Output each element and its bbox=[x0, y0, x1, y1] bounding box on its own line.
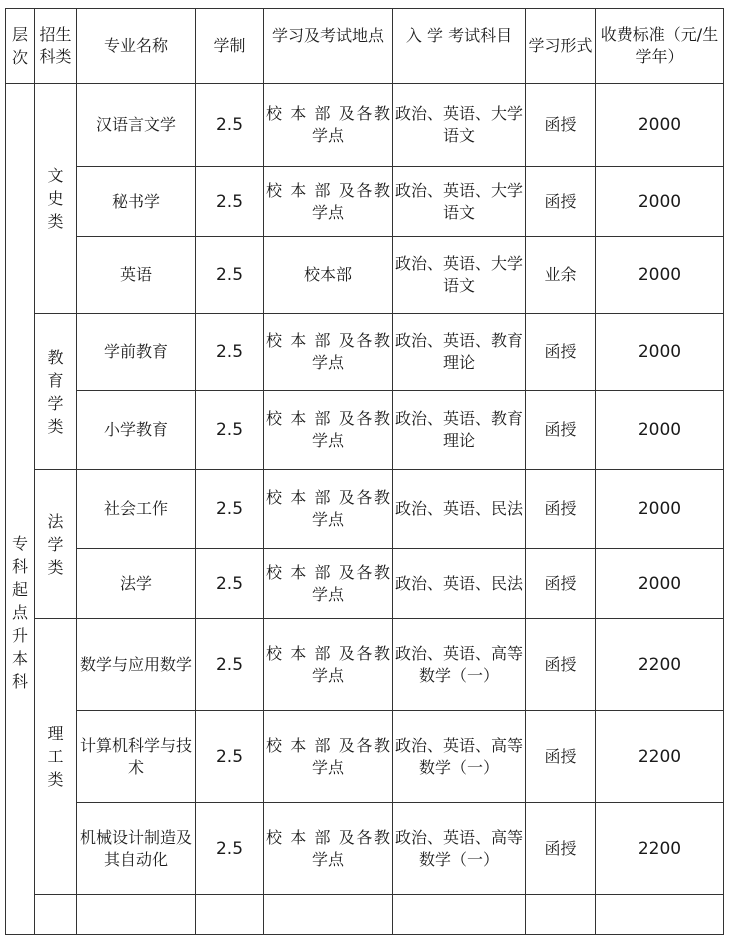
location-cell: 校 本 部 及各教学点 bbox=[264, 619, 393, 711]
header-form: 学习形式 bbox=[526, 9, 596, 84]
header-level: 层次 bbox=[6, 9, 35, 84]
location-cell: 校 本 部 及各教学点 bbox=[264, 167, 393, 237]
header-category: 招生科类 bbox=[35, 9, 77, 84]
duration-cell: 2.5 bbox=[196, 314, 264, 391]
subjects-cell: 政治、英语、高等数学（一） bbox=[393, 619, 526, 711]
fee-cell: 2200 bbox=[596, 619, 724, 711]
category-cell: 理工类 bbox=[35, 619, 77, 895]
major-cell: 社会工作 bbox=[77, 470, 196, 549]
major-cell: 汉语言文学 bbox=[77, 84, 196, 167]
subjects-cell: 政治、英语、教育理论 bbox=[393, 314, 526, 391]
enrollment-table bbox=[5, 8, 724, 935]
major-cell: 机械设计制造及其自动化 bbox=[77, 803, 196, 895]
location-cell: 校 本 部 及各教学点 bbox=[264, 314, 393, 391]
fee-cell: 2000 bbox=[596, 470, 724, 549]
subjects-cell: 政治、英语、高等数学（一） bbox=[393, 711, 526, 803]
table-row bbox=[6, 237, 724, 314]
empty-cell bbox=[196, 895, 264, 935]
form-cell: 函授 bbox=[526, 711, 596, 803]
fee-cell: 2200 bbox=[596, 711, 724, 803]
subjects-cell: 政治、英语、民法 bbox=[393, 549, 526, 619]
table-row bbox=[6, 84, 724, 167]
major-cell: 法学 bbox=[77, 549, 196, 619]
fee-cell: 2000 bbox=[596, 84, 724, 167]
duration-cell: 2.5 bbox=[196, 803, 264, 895]
subjects-cell: 政治、英语、教育理论 bbox=[393, 391, 526, 470]
subjects-cell: 政治、英语、大学语文 bbox=[393, 237, 526, 314]
table-row bbox=[6, 711, 724, 803]
fee-cell: 2000 bbox=[596, 167, 724, 237]
location-cell: 校 本 部 及各教学点 bbox=[264, 84, 393, 167]
form-cell: 函授 bbox=[526, 619, 596, 711]
header-duration: 学制 bbox=[196, 9, 264, 84]
subjects-cell: 政治、英语、高等数学（一） bbox=[393, 803, 526, 895]
major-cell: 小学教育 bbox=[77, 391, 196, 470]
fee-cell: 2200 bbox=[596, 803, 724, 895]
table-row bbox=[6, 549, 724, 619]
duration-cell: 2.5 bbox=[196, 470, 264, 549]
level-cell: 专科起点升本科 bbox=[6, 84, 35, 935]
fee-cell: 2000 bbox=[596, 549, 724, 619]
location-cell: 校 本 部 及各教学点 bbox=[264, 391, 393, 470]
fee-cell: 2000 bbox=[596, 391, 724, 470]
form-cell: 函授 bbox=[526, 84, 596, 167]
location-cell: 校 本 部 及各教学点 bbox=[264, 470, 393, 549]
form-cell: 业余 bbox=[526, 237, 596, 314]
category-cell: 教育学类 bbox=[35, 314, 77, 470]
empty-cell bbox=[596, 895, 724, 935]
subjects-cell: 政治、英语、大学语文 bbox=[393, 167, 526, 237]
category-cell: 法学类 bbox=[35, 470, 77, 619]
major-cell: 英语 bbox=[77, 237, 196, 314]
duration-cell: 2.5 bbox=[196, 391, 264, 470]
form-cell: 函授 bbox=[526, 803, 596, 895]
duration-cell: 2.5 bbox=[196, 549, 264, 619]
empty-cell bbox=[393, 895, 526, 935]
empty-cell bbox=[526, 895, 596, 935]
duration-cell: 2.5 bbox=[196, 84, 264, 167]
form-cell: 函授 bbox=[526, 549, 596, 619]
header-row bbox=[6, 9, 724, 84]
empty-cell bbox=[77, 895, 196, 935]
table-row bbox=[6, 314, 724, 391]
category-cell bbox=[35, 895, 77, 935]
header-subjects: 入 学 考试科目 bbox=[393, 9, 526, 84]
table-row bbox=[6, 391, 724, 470]
major-cell: 计算机科学与技术 bbox=[77, 711, 196, 803]
subjects-cell: 政治、英语、大学语文 bbox=[393, 84, 526, 167]
location-cell: 校 本 部 及各教学点 bbox=[264, 549, 393, 619]
header-fee: 收费标准（元/生学年） bbox=[596, 9, 724, 84]
empty-cell bbox=[264, 895, 393, 935]
location-cell: 校 本 部 及各教学点 bbox=[264, 711, 393, 803]
form-cell: 函授 bbox=[526, 167, 596, 237]
form-cell: 函授 bbox=[526, 314, 596, 391]
fee-cell: 2000 bbox=[596, 314, 724, 391]
duration-cell: 2.5 bbox=[196, 711, 264, 803]
header-major: 专业名称 bbox=[77, 9, 196, 84]
table-row-empty bbox=[6, 895, 724, 935]
subjects-cell: 政治、英语、民法 bbox=[393, 470, 526, 549]
header-location: 学习及考试地点 bbox=[264, 9, 393, 84]
table-row bbox=[6, 470, 724, 549]
form-cell: 函授 bbox=[526, 470, 596, 549]
table-row bbox=[6, 619, 724, 711]
major-cell: 数学与应用数学 bbox=[77, 619, 196, 711]
fee-cell: 2000 bbox=[596, 237, 724, 314]
table-row bbox=[6, 803, 724, 895]
location-cell: 校本部 bbox=[264, 237, 393, 314]
location-cell: 校 本 部 及各教学点 bbox=[264, 803, 393, 895]
category-cell: 文史类 bbox=[35, 84, 77, 314]
duration-cell: 2.5 bbox=[196, 237, 264, 314]
major-cell: 学前教育 bbox=[77, 314, 196, 391]
table-row bbox=[6, 167, 724, 237]
form-cell: 函授 bbox=[526, 391, 596, 470]
major-cell: 秘书学 bbox=[77, 167, 196, 237]
duration-cell: 2.5 bbox=[196, 619, 264, 711]
duration-cell: 2.5 bbox=[196, 167, 264, 237]
